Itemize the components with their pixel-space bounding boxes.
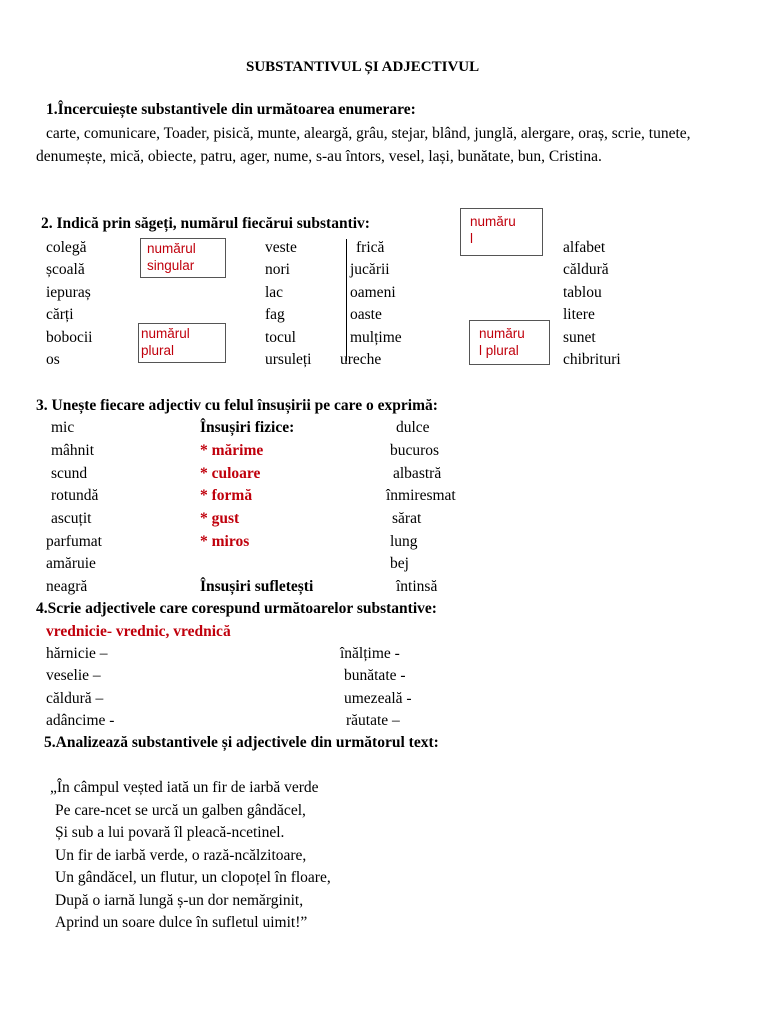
- exercise-1-heading: 1.Încercuiește substantivele din următoarea enumerare:: [46, 101, 416, 118]
- noun-item: chibrituri: [563, 351, 621, 368]
- adjective-item: albastră: [393, 465, 442, 482]
- noun-item: căldură: [563, 261, 609, 278]
- poem-line: Aprind un soare dulce în sufletul uimit!”: [55, 914, 308, 931]
- adjective-item: mic: [51, 419, 75, 436]
- exercise-2-heading: 2. Indică prin săgeți, numărul fiecărui substantiv:: [41, 215, 370, 232]
- noun-item: ureche: [340, 351, 382, 368]
- singular-box-right-text: număru l: [470, 214, 516, 246]
- noun-item: veste: [265, 239, 297, 256]
- divider-line: [346, 239, 347, 361]
- adjective-item: scund: [51, 465, 88, 482]
- singular-box-left[interactable]: [140, 238, 226, 278]
- poem-line: După o iarnă lungă ș-un dor nemărginit,: [55, 892, 304, 909]
- physical-traits-heading: Însușiri fizice:: [200, 419, 295, 436]
- adjective-item: parfumat: [46, 533, 102, 550]
- noun-item: sunet: [563, 329, 596, 346]
- noun-item: iepuraș: [46, 284, 91, 301]
- noun-item: nori: [265, 261, 290, 278]
- singular-box-right[interactable]: [460, 208, 543, 256]
- adjective-item: ascuțit: [51, 510, 92, 527]
- exercise-1-word-list: carte, comunicare, Toader, pisică, munte, aleargă, grâu, stejar, blând, junglă, alergare, oraș, scrie, tunete, denumește, mică, obiecte, patru, ager, nume, s-au întors, vesel, lași, bunătate, bun, Cristina.: [36, 125, 691, 165]
- exercise-3-heading: 3. Unește fiecare adjectiv cu felul însușirii pe care o exprimă:: [36, 397, 438, 414]
- noun-item: litere: [563, 306, 595, 323]
- noun-prompt: răutate –: [346, 712, 400, 729]
- adjective-item: neagră: [46, 578, 88, 595]
- noun-item: mulțime: [350, 329, 402, 346]
- noun-item: oaste: [350, 306, 382, 323]
- noun-prompt: umezeală -: [344, 690, 412, 707]
- category-item: * miros: [200, 533, 250, 550]
- noun-item: bobocii: [46, 329, 93, 346]
- noun-prompt: bunătate -: [344, 667, 406, 684]
- adjective-item: rotundă: [51, 487, 99, 504]
- poem-line: Pe care-ncet se urcă un galben gândăcel,: [55, 802, 306, 819]
- adjective-item: amăruie: [46, 555, 96, 572]
- noun-prompt: înălțime -: [340, 645, 400, 662]
- noun-item: fag: [265, 306, 285, 323]
- exercise-5-heading: 5.Analizează substantivele și adjectivele din următorul text:: [44, 734, 439, 751]
- poem-line: Și sub a lui povară îl pleacă-ncetinel.: [55, 824, 285, 841]
- soul-traits-heading: Însușiri sufletești: [200, 578, 314, 595]
- category-item: * culoare: [200, 465, 261, 482]
- noun-item: jucării: [350, 261, 390, 278]
- noun-item: tablou: [563, 284, 602, 301]
- noun-item: cărți: [46, 306, 74, 323]
- poem-line: Un gândăcel, un flutur, un clopoțel în floare,: [55, 869, 331, 886]
- plural-box-right-text: număru l plural: [479, 326, 525, 358]
- noun-prompt: hărnicie –: [46, 645, 108, 662]
- noun-item: oameni: [350, 284, 396, 301]
- adjective-item: sărat: [392, 510, 422, 527]
- noun-item: alfabet: [563, 239, 606, 256]
- noun-prompt: căldură –: [46, 690, 104, 707]
- adjective-item: bej: [390, 555, 409, 572]
- noun-prompt: adâncime -: [46, 712, 115, 729]
- noun-item: os: [46, 351, 60, 368]
- noun-prompt: veselie –: [46, 667, 101, 684]
- noun-item: colegă: [46, 239, 87, 256]
- noun-item: școală: [46, 261, 85, 278]
- category-item: * mărime: [200, 442, 264, 459]
- noun-item: lac: [265, 284, 284, 301]
- adjective-item: bucuros: [390, 442, 440, 459]
- category-item: * formă: [200, 487, 253, 504]
- page-title: SUBSTANTIVUL ȘI ADJECTIVUL: [246, 59, 480, 75]
- plural-box-right[interactable]: [469, 320, 550, 365]
- plural-box-left-text: numărul plural: [141, 326, 190, 358]
- adjective-item: înmiresmat: [386, 487, 456, 504]
- singular-box-left-text: numărul singular: [147, 241, 196, 273]
- adjective-item: întinsă: [396, 578, 438, 595]
- noun-item: frică: [356, 239, 385, 256]
- plural-box-left[interactable]: [138, 323, 226, 363]
- adjective-item: lung: [390, 533, 418, 550]
- noun-item: tocul: [265, 329, 296, 346]
- adjective-item: dulce: [396, 419, 430, 436]
- exercise-4-heading: 4.Scrie adjectivele care corespund următoarelor substantive:: [36, 600, 437, 617]
- exercise-4-example: vrednicie- vrednic, vrednică: [46, 623, 231, 640]
- category-item: * gust: [200, 510, 240, 527]
- noun-item: ursuleți: [265, 351, 312, 368]
- poem-line: „În câmpul veșted iată un fir de iarbă verde: [50, 779, 319, 796]
- poem-line: Un fir de iarbă verde, o rază-ncălzitoare,: [55, 847, 307, 864]
- adjective-item: mâhnit: [51, 442, 95, 459]
